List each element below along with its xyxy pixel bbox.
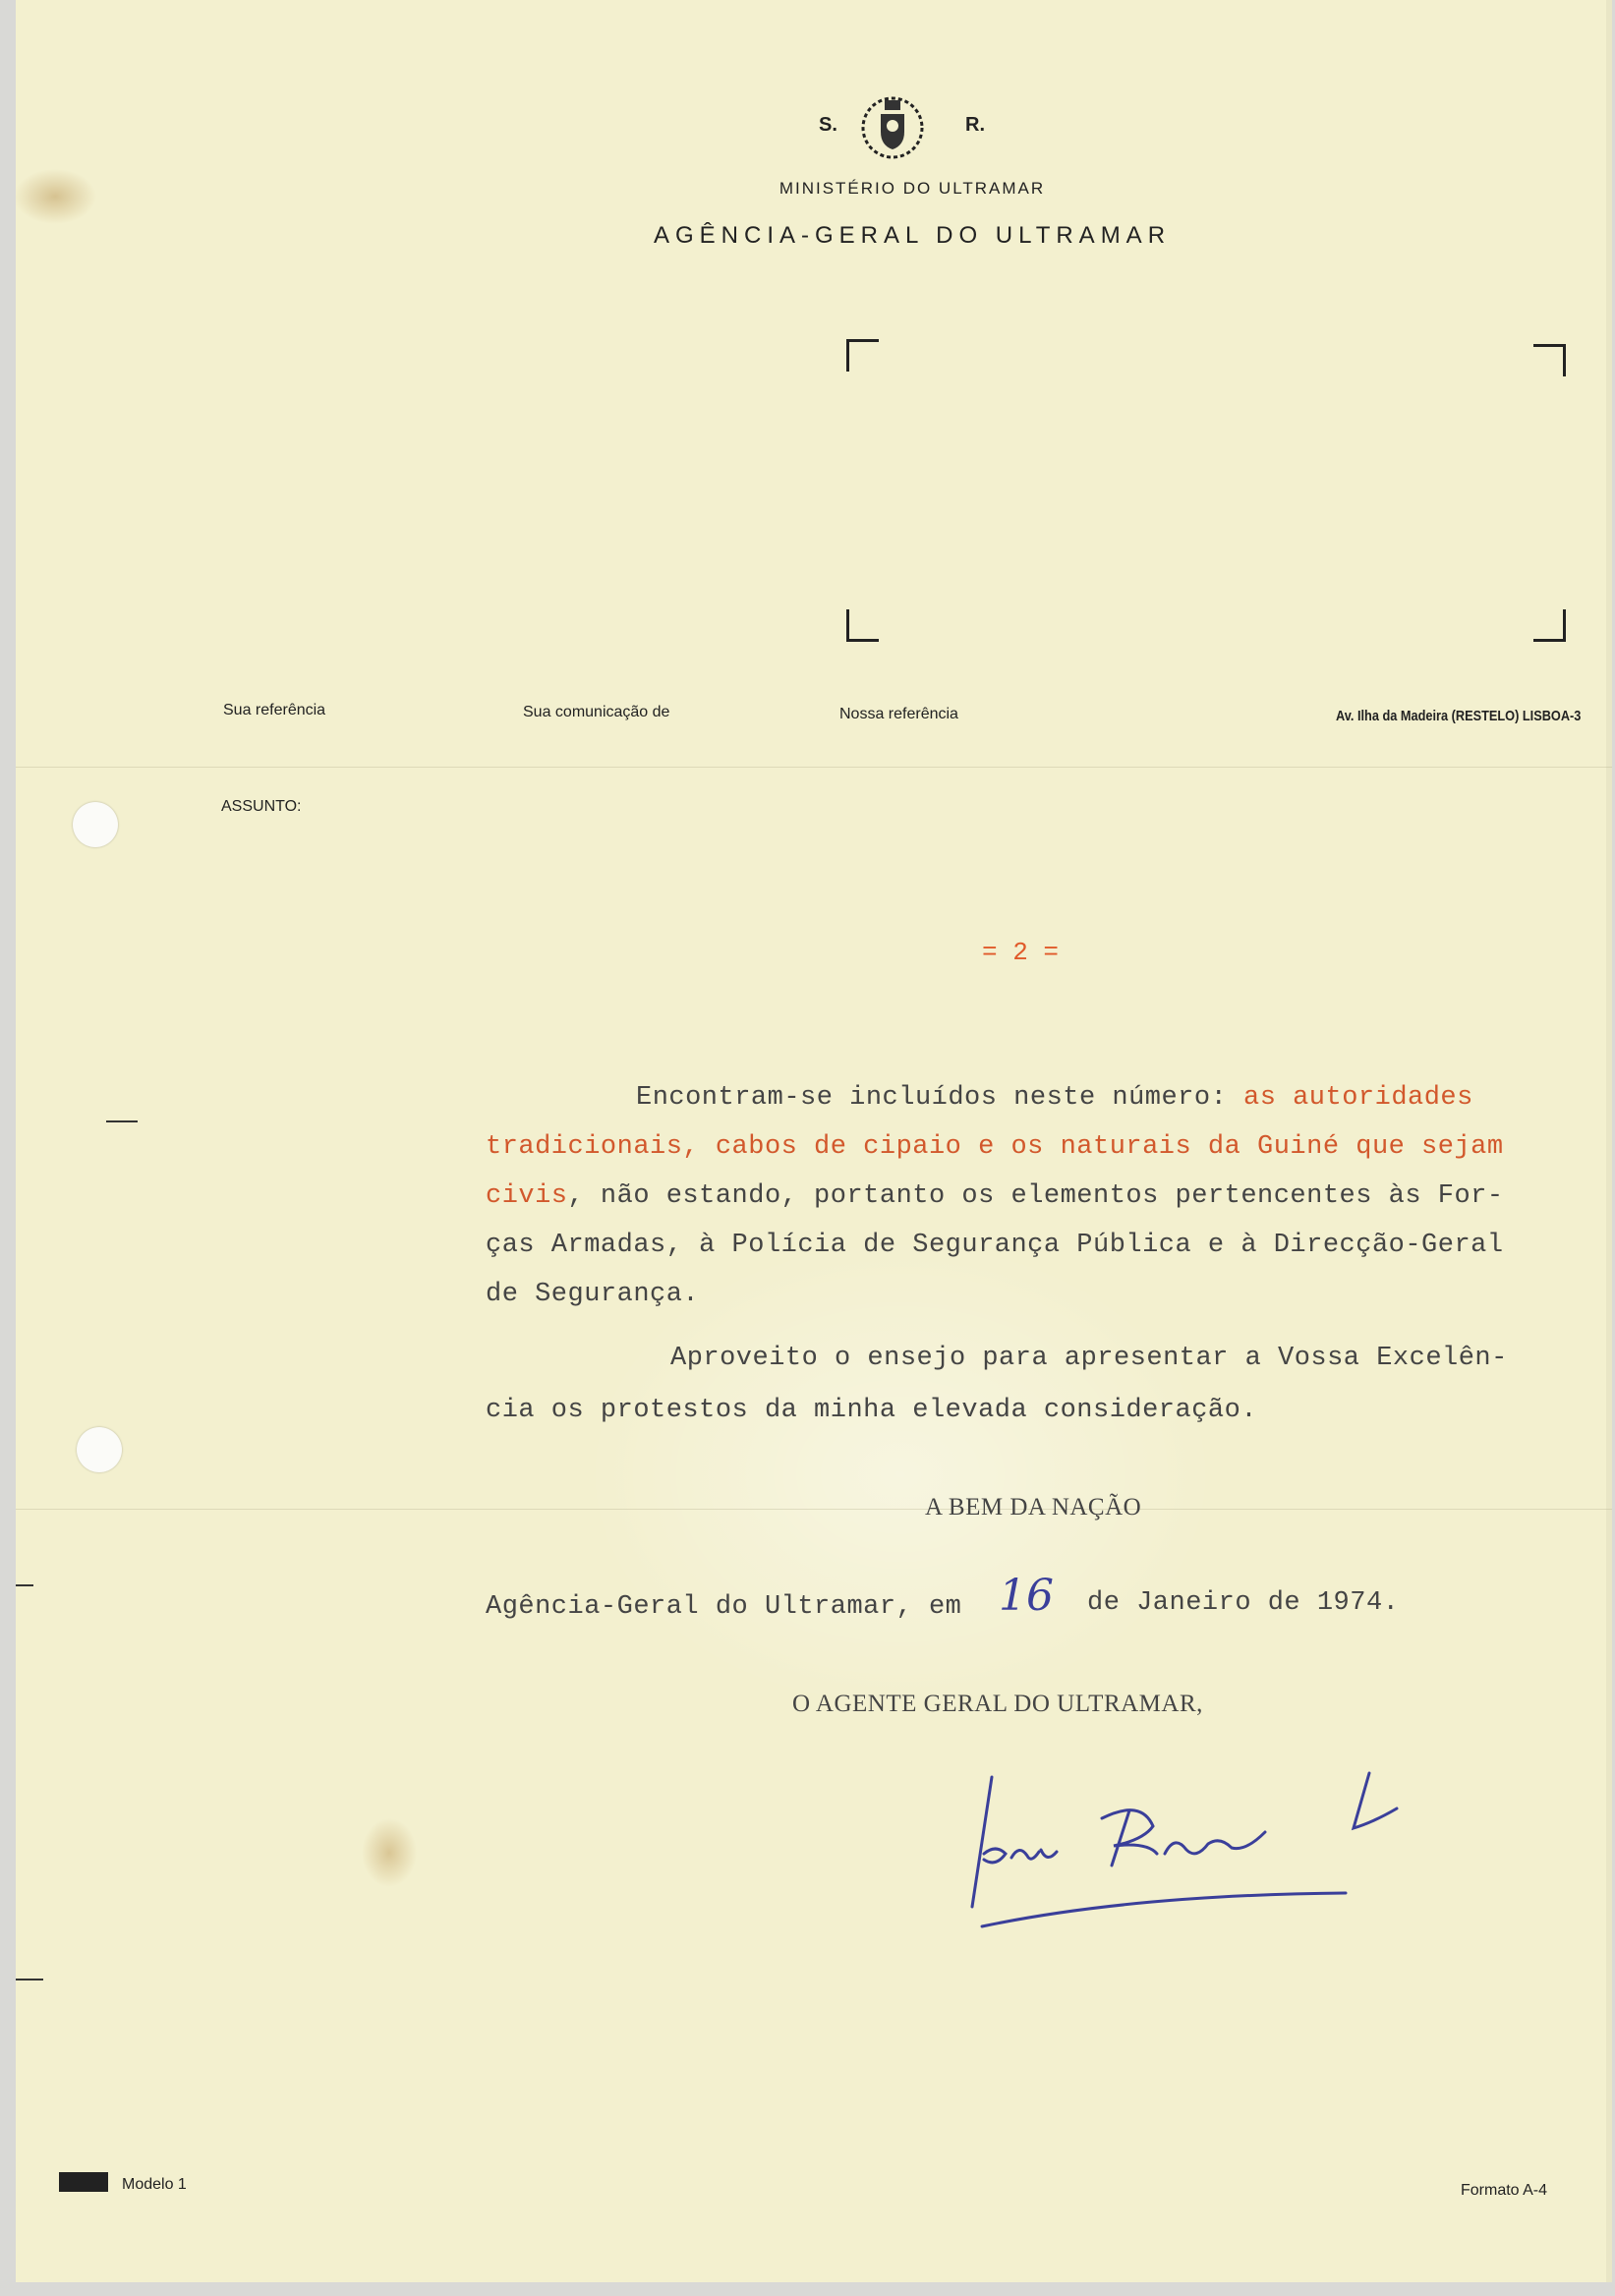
body-line: Encontram-se incluídos neste número: as autoridades bbox=[636, 1083, 1473, 1113]
page-number: = 2 = bbox=[982, 938, 1060, 967]
letterhead-r: R. bbox=[965, 114, 985, 136]
body-line: Aproveito o ensejo para apresentar a Vossa Excelên- bbox=[670, 1344, 1508, 1373]
body-line: ças Armadas, à Polícia de Segurança Pública e à Direcção-Geral bbox=[486, 1231, 1504, 1260]
place-date-suffix: de Janeiro de 1974. bbox=[1087, 1588, 1400, 1618]
address-window-corner bbox=[1533, 609, 1566, 642]
punch-hole bbox=[77, 1427, 122, 1472]
letterhead-s: S. bbox=[819, 114, 837, 136]
subject-label: ASSUNTO: bbox=[221, 798, 302, 815]
coat-of-arms-emblem bbox=[853, 86, 932, 165]
your-communication-label: Sua comunicação de bbox=[523, 704, 670, 720]
letter-page bbox=[16, 0, 1612, 2282]
body-line: tradicionais, cabos de cipaio e os naturais da Guiné que sejam bbox=[486, 1132, 1504, 1162]
format-label: Formato A-4 bbox=[1461, 2182, 1548, 2199]
handwritten-signature bbox=[954, 1759, 1426, 1936]
body-line: cia os protestos da minha elevada consideração. bbox=[486, 1396, 1258, 1425]
place-date-prefix: Agência-Geral do Ultramar, em bbox=[486, 1592, 962, 1622]
agency-address: Av. Ilha da Madeira (RESTELO) LISBOA-3 bbox=[1335, 708, 1581, 724]
model-label: Modelo 1 bbox=[122, 2176, 187, 2193]
ministry-name: MINISTÉRIO DO ULTRAMAR bbox=[779, 179, 1046, 198]
body-line: civis, não estando, portanto os elementos pertencentes às For- bbox=[486, 1181, 1504, 1211]
fold-mark bbox=[16, 1979, 43, 1980]
body-line: de Segurança. bbox=[486, 1280, 700, 1309]
signatory-title: O AGENTE GERAL DO ULTRAMAR, bbox=[792, 1691, 1203, 1717]
your-reference-label: Sua referência bbox=[223, 702, 326, 718]
closing-motto: A BEM DA NAÇÃO bbox=[925, 1494, 1142, 1521]
fold-mark bbox=[16, 1584, 33, 1586]
handwritten-day: 16 bbox=[999, 1571, 1054, 1621]
paper-fold bbox=[16, 767, 1612, 768]
address-window-corner bbox=[846, 609, 879, 642]
our-reference-label: Nossa referência bbox=[839, 706, 958, 722]
fold-mark bbox=[106, 1120, 138, 1122]
address-window-corner bbox=[1533, 344, 1566, 376]
address-window-corner bbox=[846, 339, 879, 372]
agency-name: AGÊNCIA-GERAL DO ULTRAMAR bbox=[653, 222, 1172, 249]
paper-fold bbox=[16, 1509, 1612, 1510]
punch-hole bbox=[73, 802, 118, 847]
printer-logo bbox=[59, 2172, 108, 2192]
